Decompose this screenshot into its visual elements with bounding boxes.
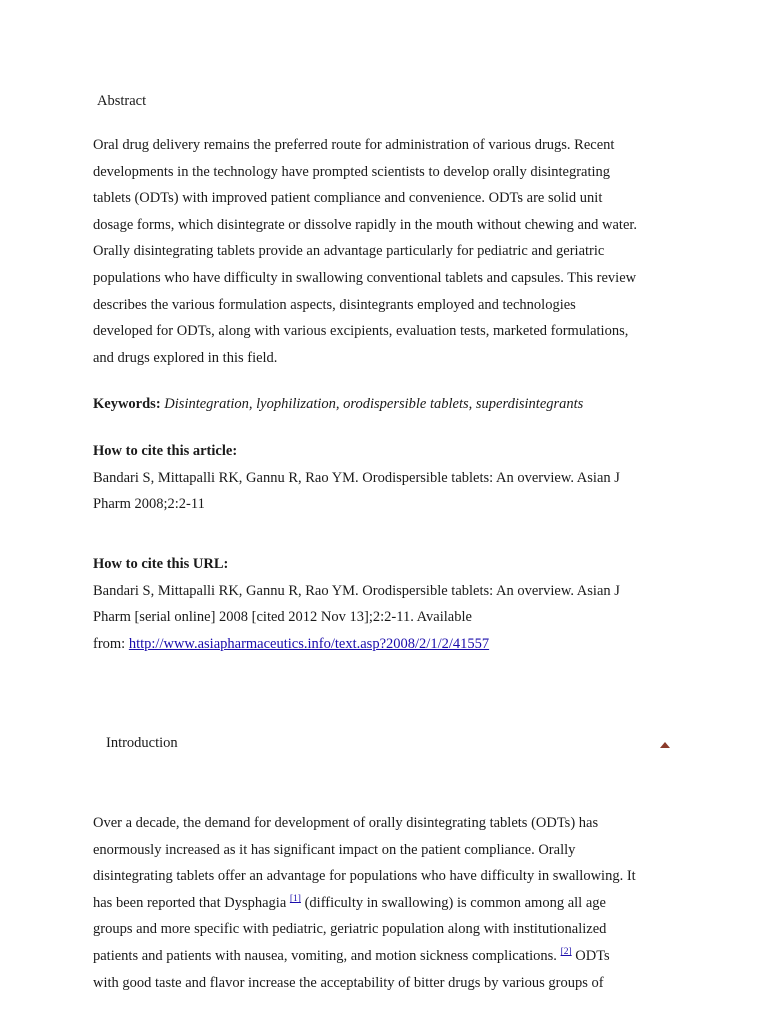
abstract-line: developed for ODTs, along with various excipients, evaluation tests, marketed formulations,	[93, 323, 629, 340]
cite-article-section	[93, 438, 683, 518]
reference-link-1[interactable]: [1]	[289, 893, 301, 904]
cite-url-text: Bandari S, Mittapalli RK, Gannu R, Rao YM. Orodispersible tablets: An overview. Asian J	[93, 582, 620, 599]
abstract-line: developments in the technology have prompted scientists to develop orally disintegrating	[93, 163, 611, 180]
cite-url-section	[93, 551, 683, 657]
abstract-line: populations who have difficulty in swallowing conventional tablets and capsules. This review	[93, 269, 637, 286]
intro-line: enormously increased as it has significant impact on the patient compliance. Orally	[93, 841, 576, 858]
abstract-line: Orally disintegrating tablets provide an advantage particularly for pediatric and geriatric	[93, 243, 605, 260]
intro-line-text: patients and patients with nausea, vomiting, and motion sickness complications.	[93, 947, 561, 964]
cite-url-heading: How to cite this URL:	[93, 556, 229, 572]
introduction-heading: Introduction	[106, 735, 178, 751]
abstract-line: and drugs explored in this field.	[93, 349, 278, 366]
intro-line-text: ODTs	[571, 947, 610, 964]
back-to-top-arrow-icon[interactable]	[660, 742, 670, 748]
abstract-line: tablets (ODTs) with improved patient compliance and convenience. ODTs are solid unit	[93, 190, 603, 207]
abstract-line: Oral drug delivery remains the preferred route for administration of various drugs. Recent	[93, 137, 615, 153]
intro-line: Over a decade, the demand for development of orally disintegrating tablets (ODTs) has	[93, 815, 599, 831]
abstract-heading: Abstract	[97, 93, 147, 109]
abstract-line: dosage forms, which disintegrate or dissolve rapidly in the mouth without chewing and water.	[93, 216, 638, 233]
article-url-link[interactable]: http://www.asiapharmaceutics.info/text.asp?2008/2/1/2/41557	[128, 635, 490, 652]
cite-url-text: Pharm [serial online] 2008 [cited 2012 Nov 13];2:2-11. Available	[93, 609, 472, 626]
keywords-text: Disintegration, lyophilization, orodispersible tablets, superdisintegrants	[164, 396, 584, 412]
intro-line: with good taste and flavor increase the acceptability of bitter drugs by various groups of	[93, 974, 604, 991]
intro-line	[93, 890, 683, 917]
cite-article-heading: How to cite this article:	[93, 443, 238, 459]
abstract-line: describes the various formulation aspects, disintegrants employed and technologies	[93, 296, 576, 313]
cite-url-from-label: from:	[93, 635, 129, 652]
cite-article-text: Pharm 2008;2:2-11	[93, 496, 205, 513]
intro-line: groups and more specific with pediatric, geriatric population along with institutionalized	[93, 921, 607, 938]
intro-line: disintegrating tablets offer an advantage for populations who have difficulty in swallowing. It	[93, 868, 636, 885]
intro-line-text: has been reported that Dysphagia	[93, 894, 290, 911]
intro-line-text: (difficulty in swallowing) is common among all age	[300, 894, 606, 911]
cite-article-text: Bandari S, Mittapalli RK, Gannu R, Rao YM. Orodispersible tablets: An overview. Asian J	[93, 469, 620, 486]
intro-line	[93, 943, 683, 970]
reference-link-2[interactable]: [2]	[560, 946, 572, 957]
keywords	[93, 391, 683, 418]
abstract-paragraph	[93, 132, 683, 371]
introduction-paragraph	[93, 810, 683, 996]
keywords-label: Keywords:	[93, 396, 161, 412]
